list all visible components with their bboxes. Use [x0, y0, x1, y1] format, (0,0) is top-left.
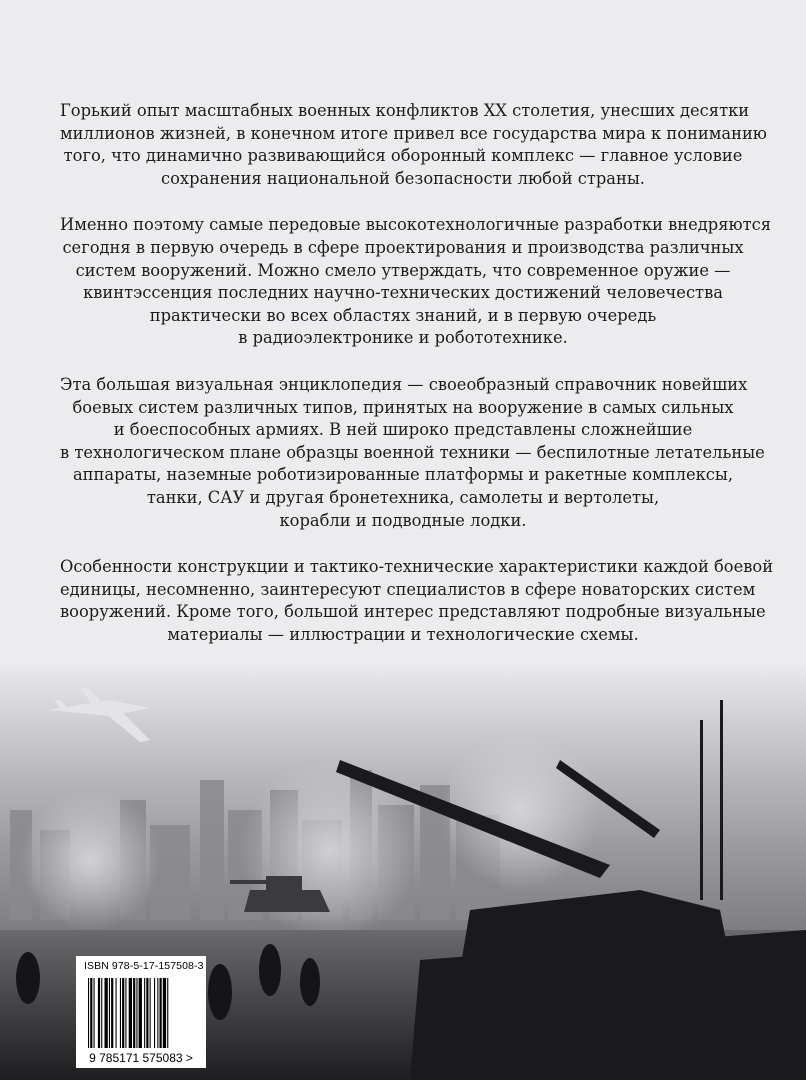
barcode-bar [139, 978, 142, 1048]
barcode-bar [133, 978, 135, 1048]
text-line: Особенности конструкции и тактико-технические характеристики каждой боевой [60, 557, 774, 577]
barcode-bar [88, 978, 89, 1048]
text-line: в радиоэлектронике и робототехнике. [238, 328, 568, 348]
barcode-bar [163, 978, 166, 1048]
text-line: вооружений. Кроме того, большой интерес представляют подробные визуальные [60, 602, 766, 622]
barcode-bar [90, 978, 92, 1048]
barcode-bar [129, 978, 132, 1048]
barcode-bar [136, 978, 137, 1048]
text-line: боевых систем различных типов, принятых на вооружение в самых сильных [72, 397, 734, 417]
barcode-bar [160, 978, 162, 1048]
paragraph-3 [60, 374, 765, 532]
barcode-digits: 9 785171 575083 > [89, 1051, 193, 1065]
text-line: в технологическом плане образцы военной техники — беспилотные летательные [60, 442, 765, 462]
barcode-bar [98, 978, 100, 1048]
barcode-bar [167, 978, 168, 1048]
barcode-bar [154, 978, 155, 1048]
barcode-bar [105, 978, 108, 1048]
text-line: сохранения национальной безопасности любой страны. [161, 168, 645, 188]
text-line: Эта большая визуальная энциклопедия — своеобразный справочник новейших [60, 374, 748, 394]
text-line: систем вооружений. Можно смело утверждать, что современное оружие — [75, 260, 731, 280]
barcode-bar [111, 978, 113, 1048]
barcode-bar [109, 978, 110, 1048]
barcode-bar [157, 978, 158, 1048]
text-line: практически во всех областях знаний, и в первую очередь [149, 305, 657, 325]
text-line: миллионов жизней, в конечном итоге привел все государства мира к пониманию [60, 123, 767, 143]
barcode-bar [120, 978, 121, 1048]
text-line: Именно поэтому самые передовые высокотехнологичные разработки внедряются [60, 215, 772, 235]
isbn-label: ISBN 978-5-17-157508-3 [84, 960, 204, 972]
text-line: сегодня в первую очередь в сфере проектирования и производства различных [62, 237, 744, 257]
text-line: и боеспособных армиях. В ней широко представлены сложнейшие [113, 420, 693, 440]
barcode-bar [150, 978, 151, 1048]
paragraph-1 [60, 100, 767, 190]
barcode-bar [144, 978, 145, 1048]
paragraph-4 [60, 556, 774, 646]
text-line: Горький опыт масштабных военных конфликтов XX столетия, унесших десятки [60, 101, 750, 120]
text-line: единицы, несомненно, заинтересуют специалистов в сфере новаторских систем [60, 579, 756, 599]
text-line: материалы — иллюстрации и технологические схемы. [167, 624, 639, 644]
barcode-bar [125, 978, 126, 1048]
isbn-barcode-block [76, 956, 206, 1068]
barcode [80, 976, 202, 1066]
text-line: аппараты, наземные роботизированные платформы и ракетные комплексы, [72, 465, 734, 485]
text-line: того, что динамично развивающийся оборонный комплекс — главное условие [63, 146, 743, 166]
barcode-bar [146, 978, 148, 1048]
text-line: танки, САУ и другая бронетехника, самолеты и вертолеты, [146, 487, 660, 507]
text-line: квинтэссенция последних научно-технических достижений человечества [83, 283, 723, 303]
barcode-bar [101, 978, 102, 1048]
barcode-bar [116, 978, 117, 1048]
barcode-bar [122, 978, 124, 1048]
barcode-bar [94, 978, 95, 1048]
paragraph-2 [60, 214, 772, 350]
text-line: корабли и подводные лодки. [279, 510, 527, 530]
